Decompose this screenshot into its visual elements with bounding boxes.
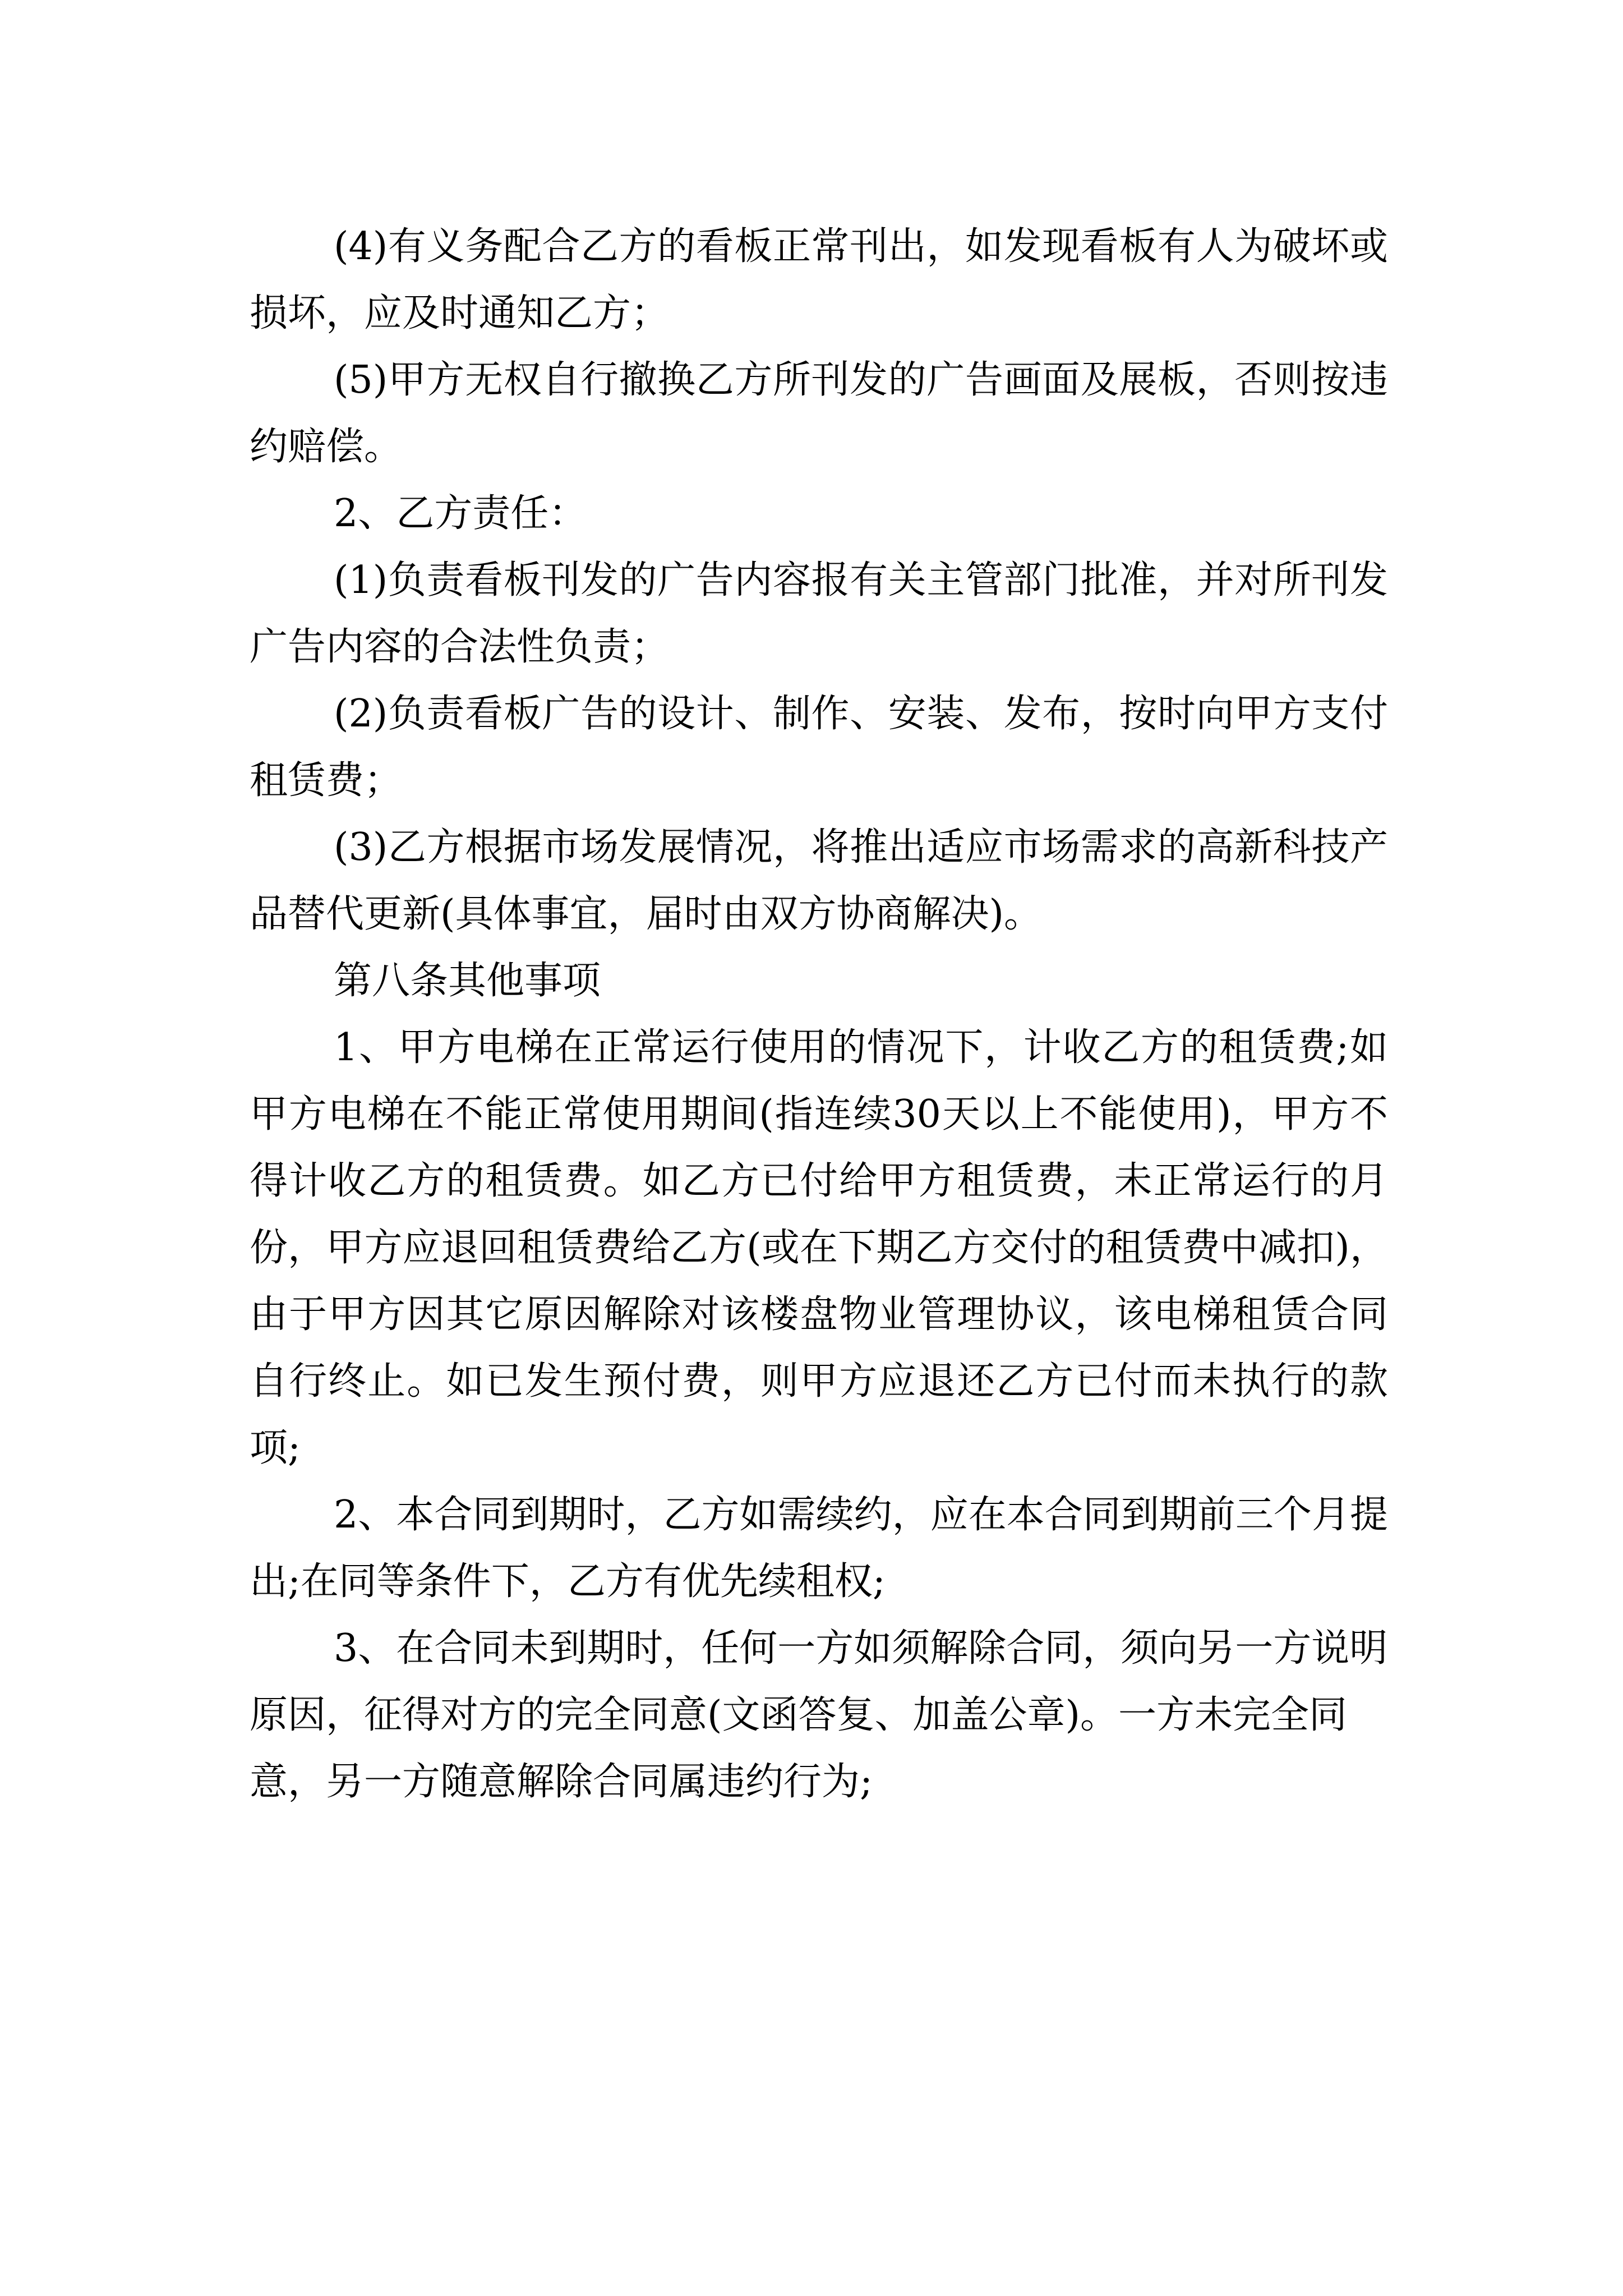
clause-2-ad-design-payment: (2)负责看板广告的设计、制作、安装、发布，按时向甲方支付租赁费；: [250, 692, 1388, 803]
clause-3-product-update: (3)乙方根据市场发展情况，将推出适应市场需求的高新科技产品替代更新(具体事宜，届时由双方协商解决)。: [250, 825, 1388, 936]
section-party-b-responsibility: 2、乙方责任：: [334, 491, 587, 536]
article-8-clause-1-elevator-fee: 1、甲方电梯在正常运行使用的情况下，计收乙方的租赁费;如甲方电梯在不能正常使用期间(指连续30天以上不能使用)，甲方不得计收乙方的租赁费。如乙方已付给甲方租赁费，未正常运行的月份，甲方应退回租赁费给乙方(或在下期乙方交付的租赁费中减扣)，由于甲方因其它原因解除对该楼盘物业管理协议，该电梯租赁合同自行终止。如已发生预付费，则甲方应退还乙方已付而未执行的款项;: [250, 1025, 1388, 1470]
article-8-clause-3-termination: 3、在合同未到期时，任何一方如须解除合同，须向另一方说明原因，征得对方的完全同意(文函答复、加盖公章)。一方未完全同意，另一方随意解除合同属违约行为;: [250, 1626, 1388, 1804]
article-8-heading: 第八条其他事项: [334, 959, 601, 1003]
clause-5-no-removal: (5)甲方无权自行撤换乙方所刊发的广告画面及展板，否则按违约赔偿。: [250, 358, 1388, 469]
article-8-clause-2-renewal: 2、本合同到期时，乙方如需续约，应在本合同到期前三个月提出;在同等条件下，乙方有优先续租权;: [250, 1493, 1388, 1604]
clause-1-ad-approval: (1)负责看板刊发的广告内容报有关主管部门批准，并对所刊发广告内容的合法性负责；: [250, 558, 1388, 669]
clause-4-cooperate-display: (4)有义务配合乙方的看板正常刊出，如发现看板有人为破坏或损坏，应及时通知乙方；: [250, 224, 1388, 335]
document-body: [250, 213, 1388, 1815]
